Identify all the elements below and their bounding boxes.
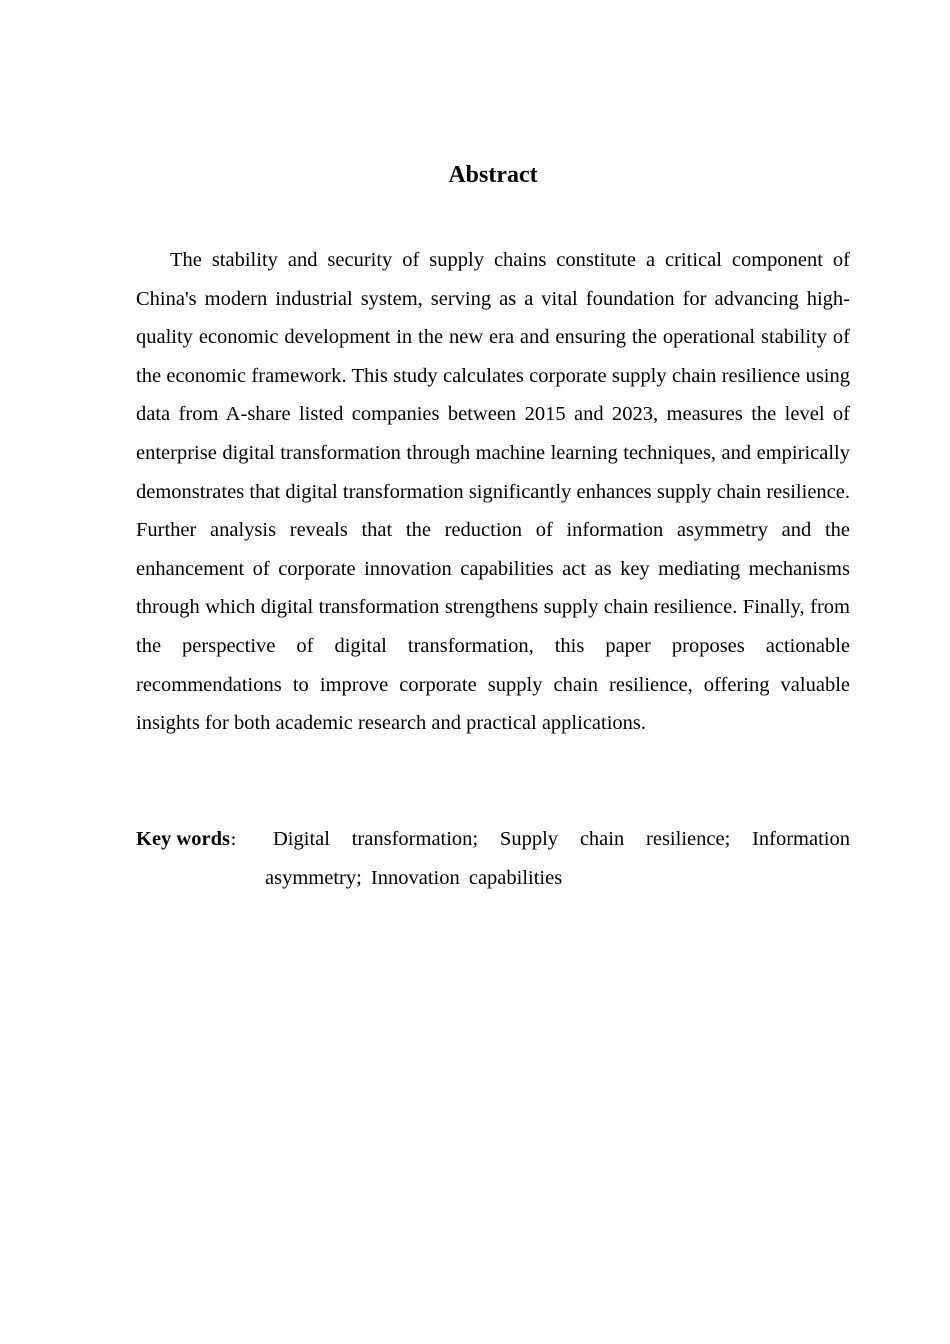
abstract-title: Abstract <box>448 162 538 188</box>
keywords-label-group <box>136 820 245 861</box>
keywords-colon: ： <box>229 833 245 849</box>
keywords-text: Digital transformation; Supply chain resilience; Information asymmetry; Innovation capabilities <box>265 828 850 889</box>
keywords-label: Key words <box>136 828 230 850</box>
keywords-section <box>136 820 850 897</box>
abstract-paragraph: The stability and security of supply chains constitute a critical component of China's modern industrial system, serving as a vital foundation for advancing high-quality economic development in the new era and ensuring the operational stability of the economic framework. This study calculates corporate supply chain resilience using data from A-share listed companies between 2015 and 2023, measures the level of enterprise digital transformation through machine learning techniques, and empirically demonstrates that digital transformation significantly enhances supply chain resilience. Further analysis reveals that the reduction of information asymmetry and the enhancement of corporate innovation capabilities act as key mediating mechanisms through which digital transformation strengthens supply chain resilience. Finally, from the perspective of digital transformation, this paper proposes actionable recommendations to improve corporate supply chain resilience, offering valuable insights for both academic research and practical applications. <box>136 249 850 735</box>
